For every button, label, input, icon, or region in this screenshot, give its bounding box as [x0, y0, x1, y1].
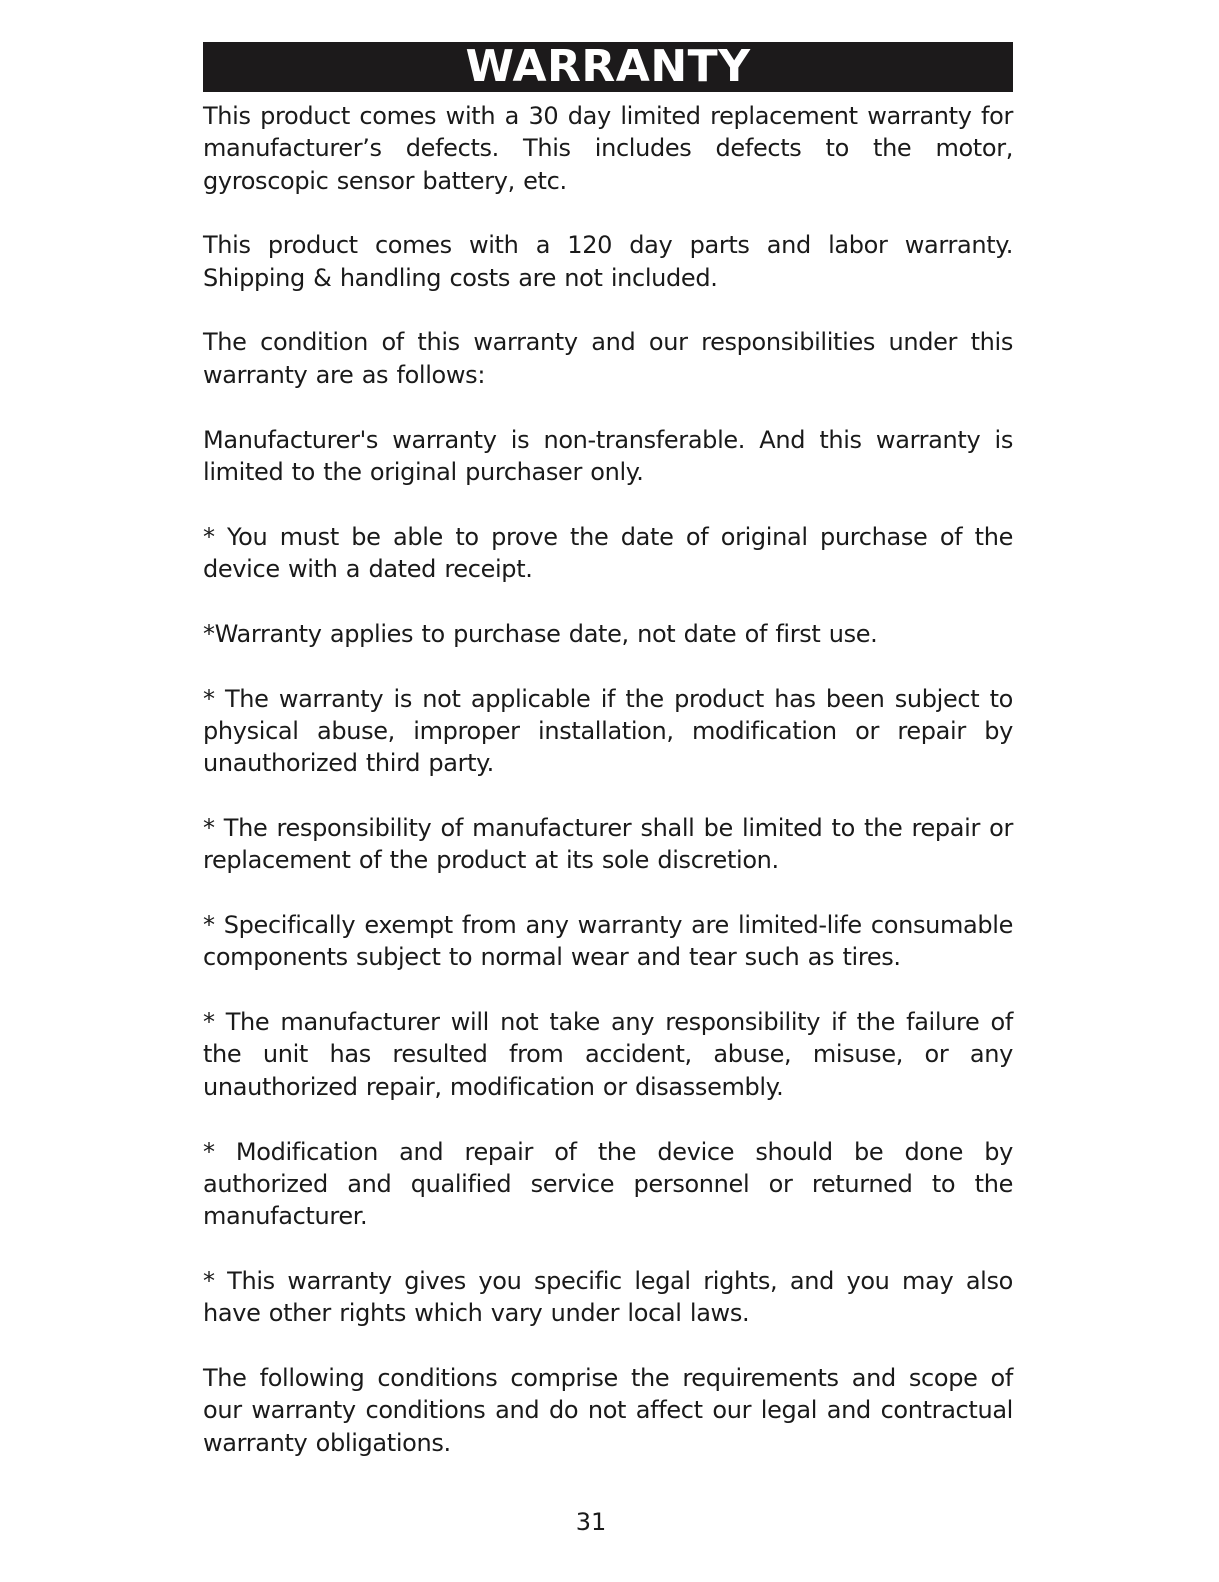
paragraph-non-transferable: Manufacturer's warranty is non-transferable. And this warranty is limited to the original purchaser only.: [203, 425, 1013, 486]
paragraph-responsibility: * The responsibility of manufacturer shall be limited to the repair or replacement of the product at its sole discretion.: [203, 813, 1013, 875]
paragraph-not-applicable: * The warranty is not applicable if the product has been subject to physical abuse, improper installation, modification or repair by unauthorized third party.: [203, 684, 1013, 778]
paragraph-proof-of-purchase: * You must be able to prove the date of original purchase of the device with a dated receipt.: [203, 522, 1013, 583]
warranty-body: [203, 100, 1013, 1459]
paragraph-exempt-components: * Specifically exempt from any warranty are limited-life consumable components subject to normal wear and tear such as tires.: [203, 911, 1013, 972]
paragraph-purchase-date: *Warranty applies to purchase date, not date of first use.: [203, 619, 878, 648]
paragraph-conditions-intro: The condition of this warranty and our responsibilities under this warranty are as follows:: [203, 328, 1013, 389]
paragraph-legal-rights: * This warranty gives you specific legal rights, and you may also have other rights which vary under local laws.: [203, 1266, 1013, 1328]
paragraph-scope: The following conditions comprise the requirements and scope of our warranty conditions and do not affect our legal and contractual warranty obligations.: [203, 1364, 1013, 1457]
warranty-page: [203, 42, 1013, 1491]
page-number: 31: [575, 1508, 607, 1536]
paragraph-no-responsibility: * The manufacturer will not take any responsibility if the failure of the unit has resulted from accident, abuse, misuse, or any unauthorized repair, modification or disassembly.: [203, 1008, 1013, 1101]
paragraph-parts-labor-warranty: This product comes with a 120 day parts and labor warranty. Shipping & handling costs are not included.: [203, 231, 1013, 292]
page-title: WARRANTY: [465, 41, 751, 92]
title-banner: [203, 42, 1013, 92]
paragraph-modification-repair: * Modification and repair of the device should be done by authorized and qualified service personnel or returned to the manufacturer.: [203, 1137, 1013, 1231]
paragraph-replacement-warranty: This product comes with a 30 day limited replacement warranty for manufacturer’s defects. This includes defects to the motor, gyroscopic sensor battery, etc.: [203, 102, 1013, 195]
